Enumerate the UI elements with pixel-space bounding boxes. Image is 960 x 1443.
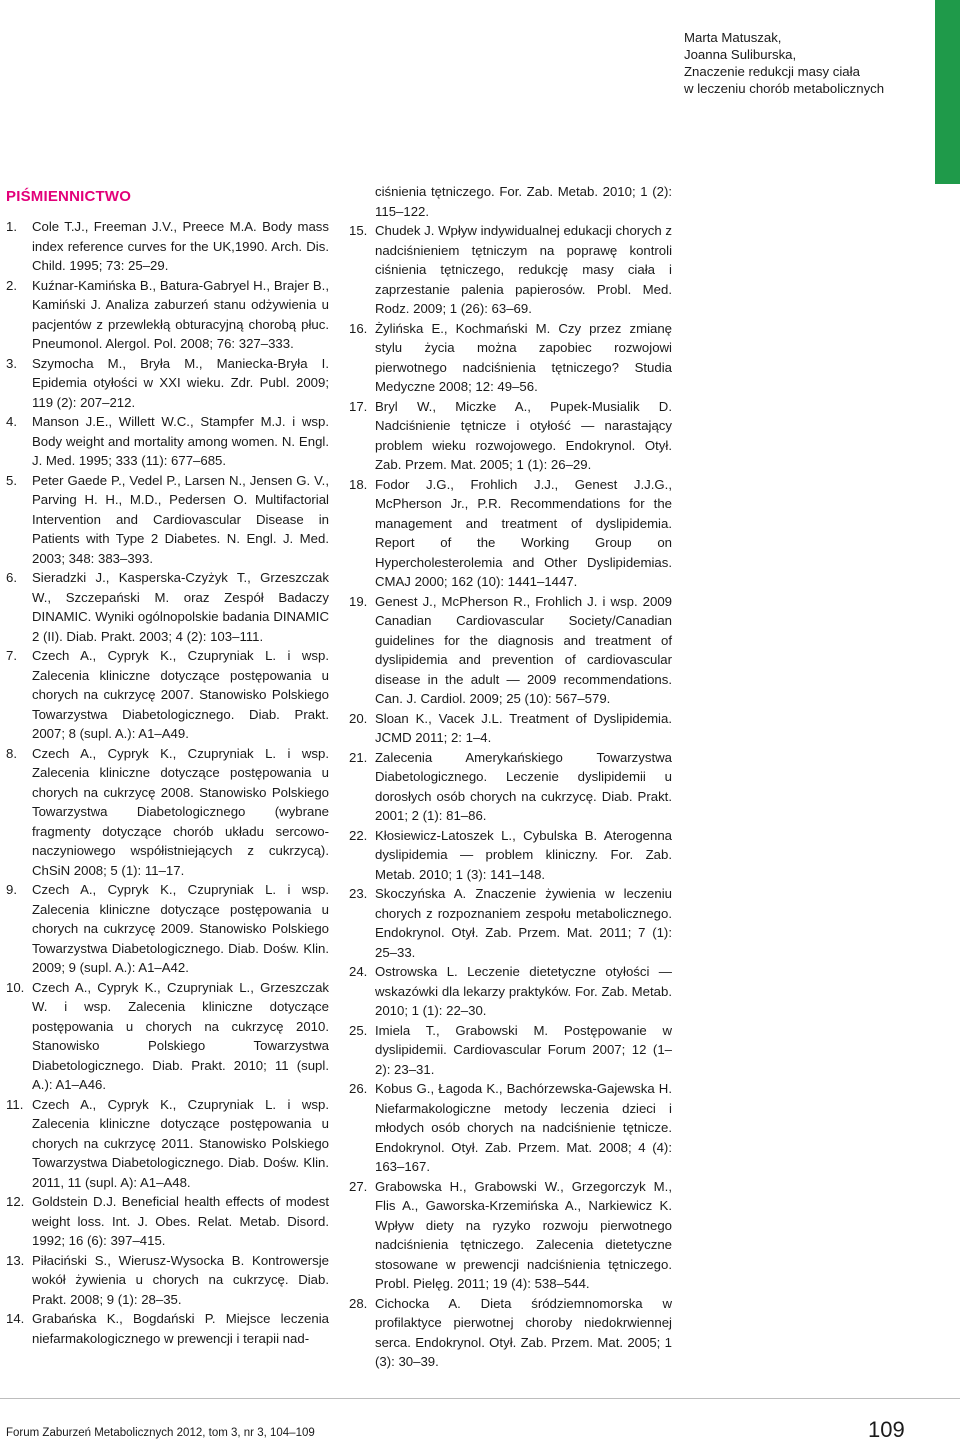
- reference-item: [349, 1021, 672, 1080]
- reference-text: Grabowska H., Grabowski W., Grzegorczyk M., Flis A., Gaworska-Krzemińska A., Narkiewicz K. Wpływ diety na ryzyko rozwoju pierwotnego nadciśnienia tętniczego. Zalecenia dietetyczne stosowane w prewencji nadciśnienia tętniczego. Probl. Pielęg. 2011; 19 (4): 538–544.: [375, 1178, 672, 1291]
- reference-item: [6, 217, 329, 276]
- reference-number: 11.: [6, 1096, 24, 1112]
- reference-item: [6, 880, 329, 978]
- reference-text: Fodor J.G., Frohlich J.J., Genest J.J.G., McPherson Jr., P.R. Recommendations for the management and treatment of dyslipidemia. Report of the Working Group on Hypercholesterolemia and Other Dyslipidemias. CMAJ 2000; 162 (10): 1441–1447.: [375, 476, 672, 589]
- reference-text: Genest J., McPherson R., Frohlich J. i wsp. 2009 Canadian Cardiovascular Society/Canadian guidelines for the diagnosis and treatment of dyslipidemia and prevention of cardiovascular disease in the adult — 2009 recommendations. Can. J. Cardiol. 2009; 25 (10): 567–579.: [375, 593, 672, 706]
- reference-number: 4.: [6, 414, 17, 429]
- reference-number: 27.: [349, 1178, 368, 1194]
- reference-text: Czech A., Cypryk K., Czupryniak L. i wsp. Zalecenia kliniczne dotyczące postępowania u chorych na cukrzycę 2008. Stanowisko Polskiego Towarzystwa Diabetologicznego (wybrane fragmenty dotyczące chorób układu sercowo-naczyniowego współistniejących z cukrzycą). ChSiN 2008; 5 (1): 11–17.: [32, 745, 329, 878]
- reference-text: Kuźnar-Kamińska B., Batura-Gabryel H., Brajer B., Kamiński J. Analiza zaburzeń stanu odżywienia u pacjentów z przewlekłą obturacyjną chorobą płuc. Pneumonol. Alergol. Pol. 2008; 76: 327–333.: [32, 277, 329, 351]
- reference-item: [6, 412, 329, 471]
- reference-number: 13.: [6, 1252, 25, 1268]
- reference-number: 15.: [349, 223, 368, 238]
- reference-text: Grabańska K., Bogdański P. Miejsce leczenia niefarmakologicznego w prewencji i terapii nad-: [32, 1311, 329, 1346]
- reference-number: 14.: [6, 1311, 25, 1326]
- reference-item: [6, 1309, 329, 1348]
- reference-number: 24.: [349, 964, 368, 979]
- reference-text: Imiela T., Grabowski M. Postępowanie w dyslipidemii. Cardiovascular Forum 2007; 12 (1–2): 23–31.: [375, 1022, 672, 1077]
- reference-text: Cole T.J., Freeman J.V., Preece M.A. Body mass index reference curves for the UK,1990. Arch. Dis. Child. 1995; 73: 25–29.: [32, 219, 329, 273]
- reference-text: Zalecenia Amerykańskiego Towarzystwa Diabetologicznego. Leczenie dyslipidemii u dorosłych osób chorych na cukrzycę. Diab. Prakt. 2001; 2 (1): 81–86.: [375, 749, 672, 823]
- reference-text: Sloan K., Vacek J.L. Treatment of Dyslipidemia. JCMD 2011; 2: 1–4.: [375, 710, 672, 745]
- reference-text: Manson J.E., Willett W.C., Stampfer M.J. i wsp. Body weight and mortality among women. N. Engl. J. Med. 1995; 333 (11): 677–685.: [32, 414, 329, 468]
- reference-text: Ostrowska L. Leczenie dietetyczne otyłości — wskazówki dla lekarzy praktyków. For. Zab. Metab. 2010; 1 (1): 22–30.: [375, 964, 672, 1018]
- reference-number: 12.: [6, 1194, 25, 1209]
- reference-text: Goldstein D.J. Beneficial health effects of modest weight loss. Int. J. Obes. Relat. Metab. Disord. 1992; 16 (6): 397–415.: [32, 1194, 329, 1248]
- reference-number: 2.: [6, 277, 17, 293]
- reference-text: Piłaciński S., Wierusz-Wysocka B. Kontrowersje wokół żywienia u chorych na cukrzycę. Diab. Prakt. 2008; 9 (1): 28–35.: [32, 1252, 329, 1307]
- reference-number: 1.: [6, 219, 17, 234]
- reference-text: Cichocka A. Dieta śródziemnomorska w profilaktyce pierwotnej choroby niedokrwiennej serca. Endokrynol. Otył. Zab. Przem. Mat. 2005; 1 (3): 30–39.: [375, 1295, 672, 1369]
- reference-text: Kobus G., Łagoda K., Bachórzewska-Gajewska H. Niefarmakologiczne metody leczenia dzieci i młodych osób chorych na nadciśnienie tętnicze. Endokrynol. Otył. Zab. Przem. Mat. 2008; 4 (4): 163–167.: [375, 1081, 672, 1174]
- reference-item: [349, 709, 672, 748]
- reference-text: Czech A., Cypryk K., Czupryniak L. i wsp. Zalecenia kliniczne dotyczące postępowania u chorych na cukrzycę 2009. Stanowisko Polskiego Towarzystwa Diabetologicznego. Diab. Dośw. Klin. 2009; 9 (supl. A.): A1–A42.: [32, 882, 329, 975]
- page-number: 109: [868, 1417, 905, 1442]
- reference-item: [349, 592, 672, 709]
- reference-item: [6, 471, 329, 569]
- reference-text: Szymocha M., Bryła M., Maniecka-Bryła I. Epidemia otyłości w XXI wieku. Zdr. Publ. 2009; 119 (2): 207–212.: [32, 355, 329, 410]
- reference-number: 18.: [349, 476, 368, 492]
- running-header: [684, 29, 924, 97]
- reference-text: Skoczyńska A. Znaczenie żywienia w leczeniu chorych z rozpoznaniem zespołu metabolicznego. Endokrynol. Otył. Zab. Przem. Mat. 2011; 7 (1): 25–33.: [375, 886, 672, 960]
- reference-number: 5.: [6, 472, 17, 488]
- reference-number: 7.: [6, 648, 17, 663]
- reference-text: Czech A., Cypryk K., Czupryniak L., Grzeszczak W. i wsp. Zalecenia kliniczne dotyczące postępowania u chorych na cukrzycę 2010. Stanowisko Polskiego Towarzystwa Diabetologicznego. Diab. Prakt. 2010; 11 (supl. A.): A1–A46.: [32, 979, 329, 1092]
- reference-text: Żylińska E., Kochmański M. Czy przez zmianę stylu życia można zapobiec rozwojowi pierwotnego nadciśnienia tętniczego? Studia Medyczne 2008; 12: 49–56.: [375, 320, 672, 394]
- reference-item: [349, 397, 672, 475]
- header-line: Marta Matuszak,: [684, 30, 782, 45]
- reference-item: [349, 319, 672, 397]
- reference-item: [349, 1177, 672, 1294]
- reference-text: Czech A., Cypryk K., Czupryniak L. i wsp. Zalecenia kliniczne dotyczące postępowania u chorych na cukrzycę 2007. Stanowisko Polskiego Towarzystwa Diabetologicznego. Diab. Prakt. 2007; 8 (supl. A.): A1–A49.: [32, 648, 329, 741]
- reference-text: Czech A., Cypryk K., Czupryniak L. i wsp. Zalecenia kliniczne dotyczące postępowania u chorych na cukrzycę 2011. Stanowisko Polskiego Towarzystwa Diabetologicznego. Diab. Dośw. Klin. 2011, 11 (supl. A): A1–A48.: [32, 1096, 329, 1190]
- reference-number: 10.: [6, 979, 25, 995]
- reference-text: Peter Gaede P., Vedel P., Larsen N., Jensen G. V., Parving H. H., M.D., Pedersen O. Multifactorial Intervention and Cardiovascular Disease in Patients with Type 2 Diabetes. N. Engl. J. Med. 2003; 348: 383–393.: [32, 472, 329, 566]
- reference-number: 3.: [6, 355, 17, 371]
- reference-number: 16.: [349, 320, 368, 336]
- reference-item: [6, 276, 329, 354]
- reference-text: Chudek J. Wpływ indywidualnej edukacji chorych z nadciśnieniem tętniczym na poprawę kontroli ciśnienia tętniczego, redukcję masy ciała i zaprzestanie palenia papierosów. Probl. Med. Rodz. 2009; 1 (26): 63–69.: [375, 223, 672, 316]
- reference-number: 8.: [6, 745, 17, 761]
- green-corner-tab: [935, 0, 960, 184]
- reference-item: [349, 962, 672, 1021]
- reference-number: 26.: [349, 1081, 368, 1096]
- references-left-column: [6, 217, 329, 1348]
- header-line: w leczeniu chorób metabolicznych: [684, 81, 885, 96]
- reference-item: [6, 744, 329, 881]
- reference-item: [6, 1251, 329, 1310]
- reference-text: Kłosiewicz-Latoszek L., Cybulska B. Aterogenna dyslipidemia — problem kliniczny. For. Zab. Metab. 2010; 1 (3): 141–148.: [375, 827, 672, 882]
- reference-item: [349, 826, 672, 885]
- section-title: PIŚMIENNICTWO: [6, 188, 132, 205]
- footer-journal-citation: Forum Zaburzeń Metabolicznych 2012, tom 3, nr 3, 104–109: [6, 1427, 315, 1439]
- reference-number: 21.: [349, 749, 368, 765]
- reference-number: 23.: [349, 886, 368, 901]
- reference-item: [349, 748, 672, 826]
- reference-number: 9.: [6, 882, 17, 897]
- reference-item: [349, 475, 672, 592]
- references-right-column: [349, 182, 672, 1372]
- reference-item: [6, 1095, 329, 1193]
- reference-item: [6, 354, 329, 413]
- reference-number: 17.: [349, 398, 368, 414]
- reference-item: [6, 646, 329, 744]
- reference-number: 6.: [6, 570, 17, 585]
- reference-number: 19.: [349, 593, 368, 609]
- footer-divider: [0, 1398, 960, 1399]
- reference-number: 20.: [349, 710, 368, 726]
- reference-item: [6, 1192, 329, 1251]
- reference-continuation: ciśnienia tętniczego. For. Zab. Metab. 2010; 1 (2): 115–122.: [375, 184, 672, 219]
- reference-number: 28.: [349, 1295, 368, 1311]
- header-line: Znaczenie redukcji masy ciała: [684, 64, 860, 79]
- reference-item: [349, 221, 672, 319]
- reference-item: [349, 884, 672, 962]
- header-line: Joanna Suliburska,: [684, 47, 797, 62]
- reference-item: [349, 1079, 672, 1177]
- reference-number: 25.: [349, 1022, 368, 1038]
- reference-item: [6, 978, 329, 1095]
- reference-number: 22.: [349, 827, 368, 843]
- reference-text: Sieradzki J., Kasperska-Czyżyk T., Grzeszczak W., Szczepański M. oraz Zespół Badaczy DINAMIC. Wyniki ogólnopolskie badania DINAMIC 2 (II). Diab. Prakt. 2003; 4 (2): 103–111.: [32, 570, 329, 644]
- reference-text: Bryl W., Miczke A., Pupek-Musialik D. Nadciśnienie tętnicze i otyłość — narastający problem wieku rozwojowego. Endokrynol. Otył. Zab. Przem. Mat. 2005; 1 (1): 26–29.: [375, 398, 672, 472]
- reference-item: [349, 1294, 672, 1372]
- reference-item: [6, 568, 329, 646]
